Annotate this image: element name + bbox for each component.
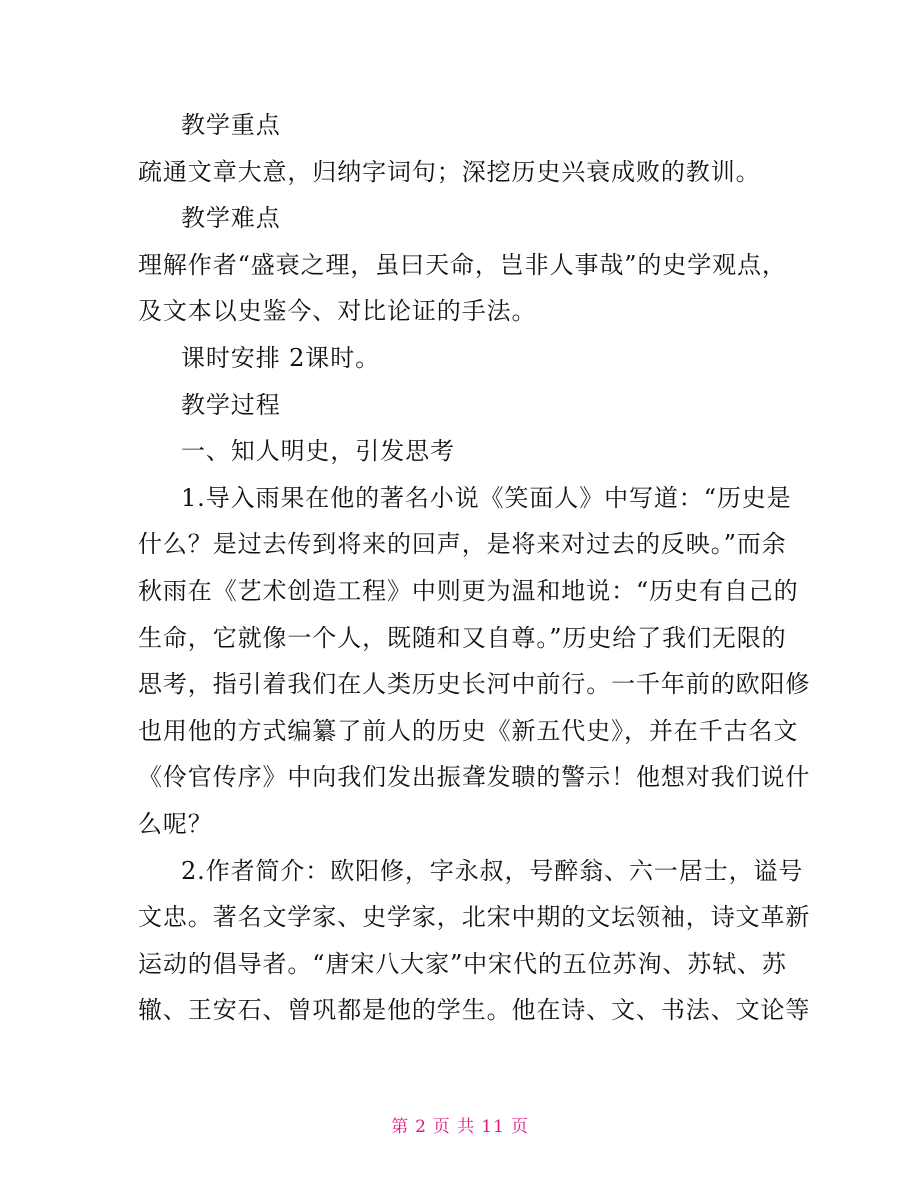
footer-prefix: 第 — [391, 1117, 410, 1137]
paragraph-line: 生命，它就像一个人，既随和又自尊。”历史给了我们无限的 — [138, 623, 787, 652]
paragraph-line: 文忠。著名文学家、史学家，北宋中期的文坛领袖，诗文革新 — [138, 903, 811, 932]
paragraph-line: 辙、王安石、曾巩都是他的学生。他在诗、文、书法、文论等 — [138, 996, 811, 1025]
section-heading: 一、知人明史，引发思考 — [181, 437, 455, 466]
footer-suffix: 页 — [510, 1117, 529, 1137]
paragraph-line: 疏通文章大意，归纳字词句；深挖历史兴衰成败的教训。 — [138, 157, 761, 186]
paragraph-line: 1.导入雨果在他的著名小说《笑面人》中写道：“历史是 — [181, 483, 792, 512]
paragraph-line: 理解作者“盛衰之理，虽曰天命，岂非人事哉”的史学观点， — [138, 250, 787, 279]
heading-teaching-process: 教学过程 — [181, 390, 281, 419]
paragraph-line: 思考，指引着我们在人类历史长河中前行。一千年前的欧阳修 — [138, 670, 811, 699]
paragraph-line: 什么？是过去传到将来的回声，是将来对过去的反映。”而余 — [138, 530, 787, 559]
paragraph-line: 《伶官传序》中向我们发出振聋发聩的警示！他想对我们说什 — [138, 763, 811, 792]
paragraph-line: 及文本以史鉴今、对比论证的手法。 — [138, 297, 537, 326]
paragraph-line: 也用他的方式编纂了前人的历史《新五代史》，并在千古名文 — [138, 716, 799, 745]
document-body — [138, 102, 811, 1034]
page-footer — [0, 1112, 920, 1137]
heading-teaching-difficulty: 教学难点 — [181, 204, 281, 233]
paragraph-line: 么呢？ — [138, 809, 213, 838]
footer-current-page: 2 — [415, 1117, 427, 1137]
paragraph-line: 运动的倡导者。“唐宋八大家”中宋代的五位苏洵、苏轼、苏 — [138, 949, 787, 978]
class-schedule-line: 课时安排 2课时。 — [181, 343, 380, 372]
footer-middle: 页 共 — [432, 1117, 476, 1137]
footer-total-pages: 11 — [481, 1117, 505, 1137]
paragraph-line: 秋雨在《艺术创造工程》中则更为温和地说：“历史有自己的 — [138, 576, 799, 605]
heading-teaching-focus: 教学重点 — [181, 111, 281, 139]
paragraph-line: 2.作者简介：欧阳修，字永叔，号醉翁、六一居士，谥号 — [181, 856, 804, 885]
